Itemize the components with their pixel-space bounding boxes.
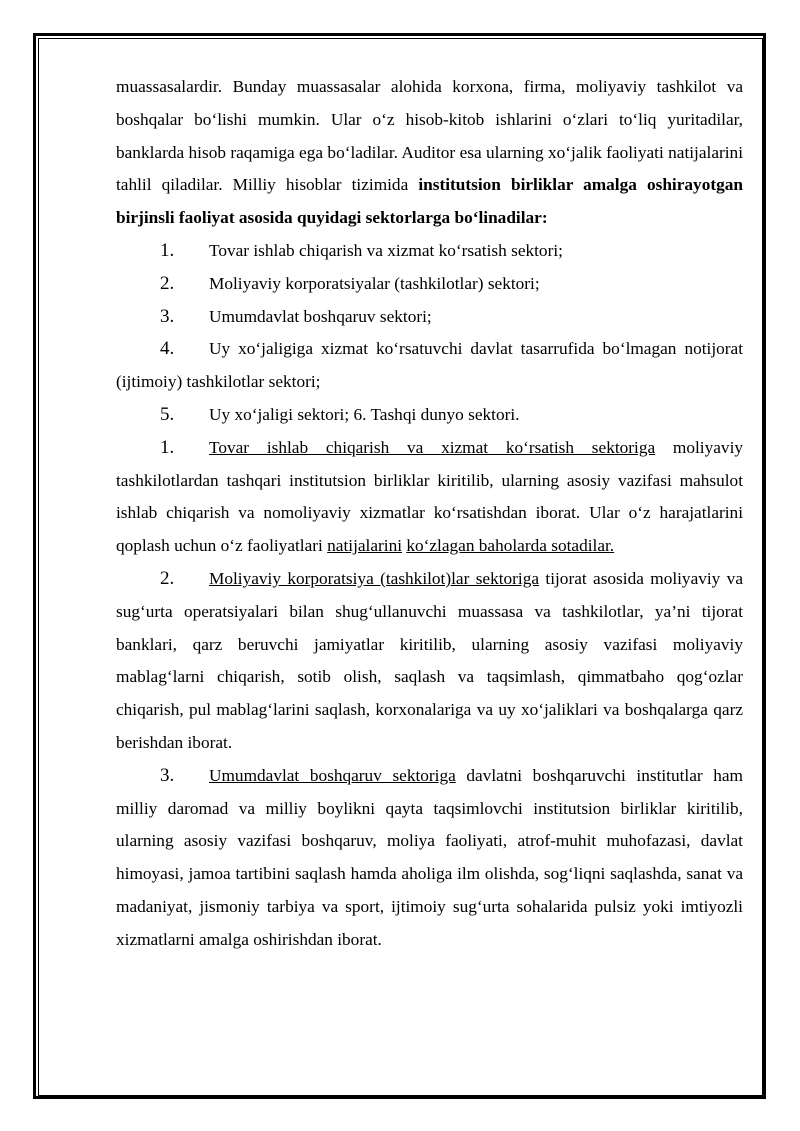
section-number: 2. [160, 567, 175, 589]
list-text: Uy xo‘jaligiga xizmat ko‘rsatuvchi davlat tasarrufida bo‘lmagan notijorat (ijtimoiy) tashkilotlar sektori; [116, 339, 743, 392]
list-item [116, 301, 743, 334]
section-text: tijorat asosida moliyaviy va sug‘urta operatsiyalari bilan shug‘ullanuvchi muassasa va tashkilotlar, ya’ni tijorat banklari, qarz beruvchi jamiyatlar kiritilib, ularning asosiy vazifasi moliyaviy mablag‘larni chiqarish, sotib olish, saqlash va taqsimlash, qimmatbaho qog‘ozlar chiqarish, pul mablag‘larini saqlash, korxonalariga va uy xo‘jaliklari va boshqalarga qarz berishdan iborat. [116, 568, 743, 752]
document-body [116, 71, 743, 957]
section-paragraph-1 [116, 432, 743, 563]
list-number: 2. [160, 272, 175, 294]
underlined-text: natijalarini [327, 536, 403, 556]
list-text: Moliyaviy korporatsiyalar (tashkilotlar) sektori; [209, 273, 540, 293]
list-number: 3. [160, 305, 175, 327]
section-paragraph-2 [116, 563, 743, 760]
list-item [116, 333, 743, 399]
section-paragraph-3 [116, 760, 743, 957]
section-number: 3. [160, 764, 175, 786]
intro-bold-text: institutsion birliklar amalga oshirayotgan birjinsli faoliyat asosida quyidagi sektorlarga bo‘linadilar: [116, 175, 743, 228]
underlined-text: ko‘zlagan baholarda sotadilar. [406, 536, 615, 556]
section-text: moliyaviy tashkilotlardan tashqari institutsion birliklar kiritilib, ularning asosiy vazifasi mahsulot ishlab chiqarish va nomoliyaviy xizmatlar ko‘rsatishdan iborat. Ular o‘z harajatlarini qoplash uchun o‘z faoliyatlari [116, 437, 744, 556]
list-text: Umumdavlat boshqaruv sektori; [209, 306, 432, 326]
section-heading-underlined: Umumdavlat boshqaruv sektoriga [209, 765, 456, 785]
section-heading-underlined: Moliyaviy korporatsiya (tashkilot)lar sektoriga [209, 568, 540, 588]
list-text: Uy xo‘jaligi sektori; 6. Tashqi dunyo sektori. [209, 404, 520, 424]
section-heading-underlined: Tovar ishlab chiqarish va xizmat ko‘rsatish sektoriga [209, 437, 656, 457]
list-item [116, 235, 743, 268]
list-text: Tovar ishlab chiqarish va xizmat ko‘rsatish sektori; [209, 240, 563, 260]
list-number: 1. [160, 239, 175, 261]
intro-paragraph [116, 71, 743, 235]
list-number: 5. [160, 403, 175, 425]
list-item [116, 399, 743, 432]
list-number: 4. [160, 338, 175, 360]
intro-text: muassasalardir. Bunday muassasalar alohida korxona, firma, moliyaviy tashkilot va boshqalar bo‘lishi mumkin. Ular o‘z hisob-kitob ishlarini o‘zlari to‘liq yuritadilar, banklarda hisob raqamiga ega bo‘ladilar. Auditor esa ularning xo‘jalik faoliyati natijalarini tahlil qiladilar. Milliy hisoblar tizimida [116, 77, 743, 195]
section-number: 1. [160, 436, 175, 458]
section-text: davlatni boshqaruvchi institutlar ham milliy daromad va milliy boylikni qayta taqsimlovchi institutsion birliklar kiritilib, ularning asosiy vazifasi boshqaruv, moliya faoliyati, atrof-muhit muhofazasi, davlat himoyasi, jamoa tartibini saqlash hamda aholiga ilm olishda, sog‘liqni saqlashda, sanat va madaniyat, jismoniy tarbiya va sport, ijtimoiy sug‘urta sohalarida pulsiz yoki imtiyozli xizmatlarni amalga oshirishdan iborat. [116, 765, 743, 949]
list-item [116, 268, 743, 301]
